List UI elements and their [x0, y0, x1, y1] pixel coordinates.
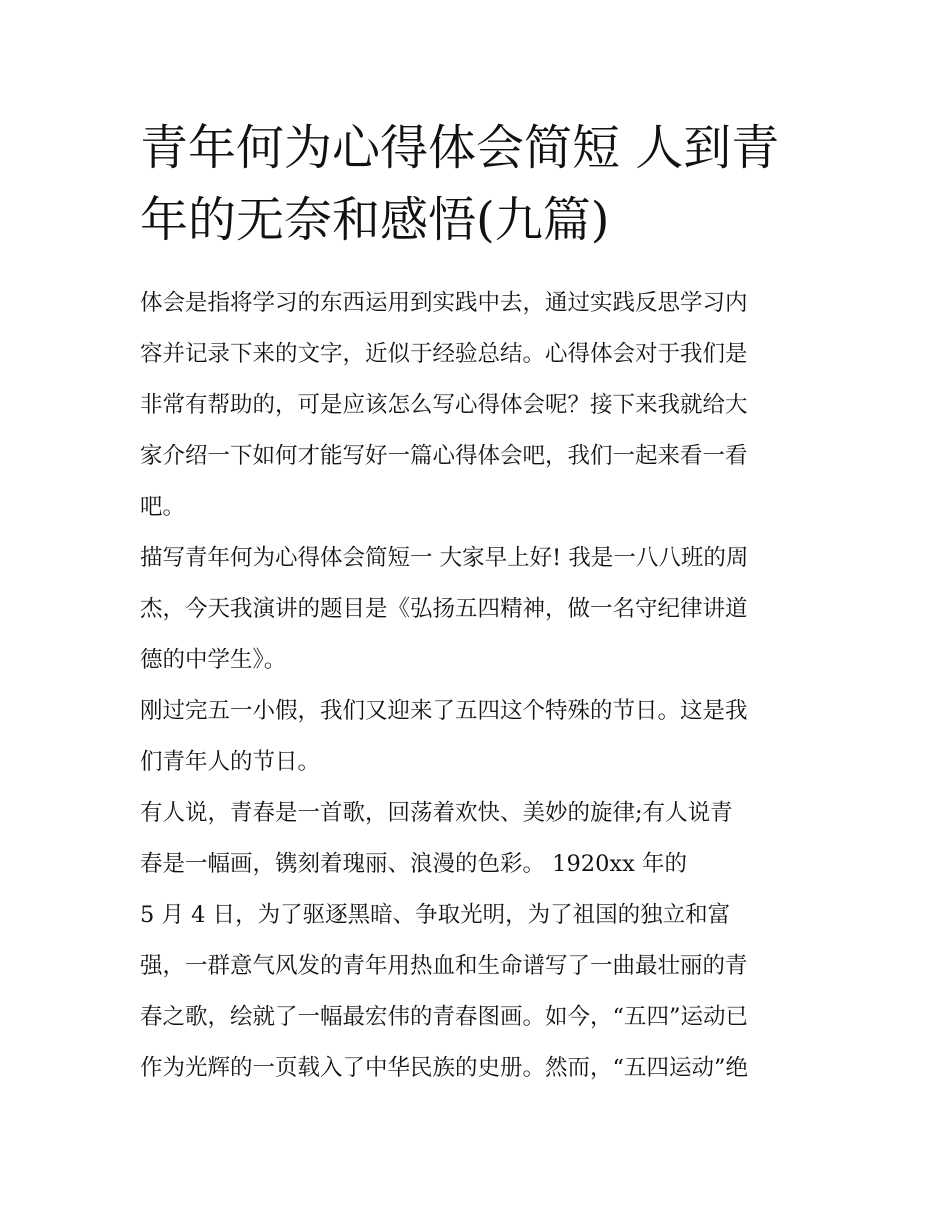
text-line: 春之歌，绘就了一幅最宏伟的青春图画。如今，“五四”运动已	[140, 1004, 749, 1030]
text-line: 杰，今天我演讲的题目是《弘扬五四精神，做一名守纪律讲道	[140, 596, 748, 622]
text-line: 描写青年何为心得体会简短一 大家早上好! 我是一八八班的周	[140, 545, 749, 571]
text-line: 有人说，青春是一首歌，回荡着欢快、美妙的旋律;有人说青	[140, 800, 733, 826]
text-line: 德的中学生》。	[140, 647, 287, 673]
text-line: 春是一幅画，镌刻着瑰丽、浪漫的色彩。 1920xx 年的	[140, 851, 687, 877]
text-line: 强，一群意气风发的青年用热血和生命谱写了一曲最壮丽的青	[140, 953, 748, 979]
text-line: 家介绍一下如何才能写好一篇心得体会吧，我们一起来看一看	[140, 443, 748, 469]
document-content	[140, 112, 816, 1094]
text-line: 容并记录下来的文字，近似于经验总结。心得体会对于我们是	[140, 341, 748, 367]
text-line: 作为光辉的一页载入了中华民族的史册。然而，“五四运动”绝	[140, 1055, 749, 1081]
text-line: 5 月 4 日，为了驱逐黑暗、争取光明，为了祖国的独立和富	[140, 902, 731, 928]
title-line: 年的无奈和感悟(九篇)	[140, 192, 610, 248]
text-line: 吧。	[140, 494, 186, 520]
document-title	[140, 112, 816, 256]
text-line: 体会是指将学习的东西运用到实践中去，通过实践反思学习内	[140, 290, 748, 316]
text-line: 非常有帮助的，可是应该怎么写心得体会呢？接下来我就给大	[140, 392, 748, 418]
title-line: 青年何为心得体会简短 人到青	[140, 120, 780, 176]
text-line: 们青年人的节日。	[140, 749, 321, 775]
text-line: 刚过完五一小假，我们又迎来了五四这个特殊的节日。这是我	[140, 698, 748, 724]
